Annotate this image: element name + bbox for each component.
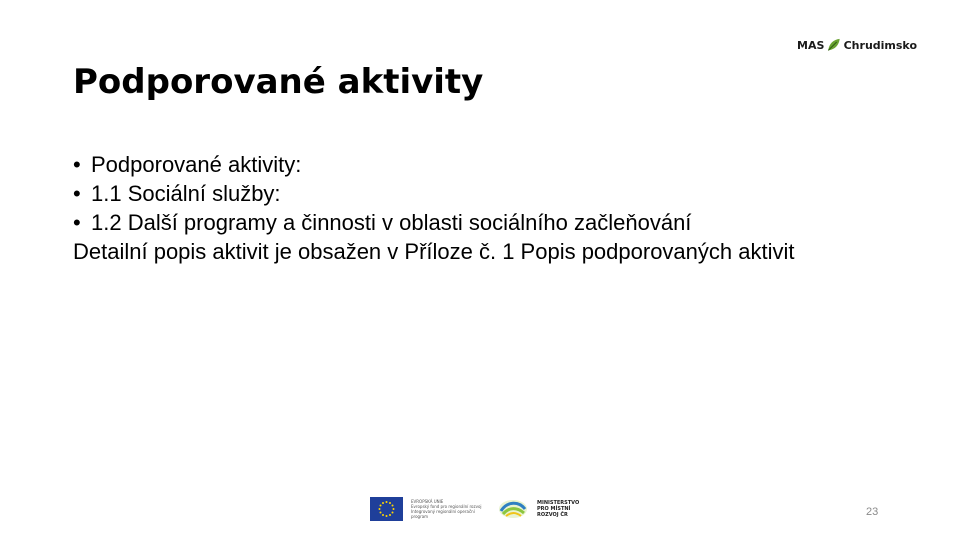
bullet-item [73,150,853,179]
bullet-icon: • [73,181,81,206]
eu-line: Integrovaný regionální operační program [411,509,475,519]
ministry-line: MINISTERSTVO [537,500,580,506]
ministry-text [537,500,579,518]
logo-text-mas: MAS [797,38,825,52]
bullet-text: Podporované aktivity: [91,152,302,177]
description-paragraph: Detailní popis aktivit je obsažen v Příloze č. 1 Popis podporovaných aktivit [73,239,795,264]
bullet-icon: • [73,152,81,177]
eu-line: EVROPSKÁ UNIE [411,499,444,504]
mas-chrudimsko-logo [797,34,917,56]
ministry-line: ROZVOJ ČR [537,512,568,518]
eu-program-text [411,499,489,519]
logo-text-chrudimsko: Chrudimsko [843,38,917,52]
slide-content [73,150,853,266]
eu-line: Evropský fond pro regionální rozvoj [411,504,482,509]
footer-logos [370,494,590,524]
slide-title: Podporované aktivity [73,62,484,102]
bullet-icon: • [73,210,81,235]
bullet-text: 1.2 Další programy a činnosti v oblasti sociálního začleňování [91,210,692,235]
page-number: 23 [866,506,879,518]
leaf-icon [826,36,841,54]
ministry-emblem-icon [497,497,529,521]
ministry-line: PRO MÍSTNÍ [537,506,571,512]
bullet-text: 1.1 Sociální služby: [91,181,281,206]
bullet-item [73,208,853,237]
eu-flag-icon [370,497,403,521]
bullet-item [73,179,853,208]
